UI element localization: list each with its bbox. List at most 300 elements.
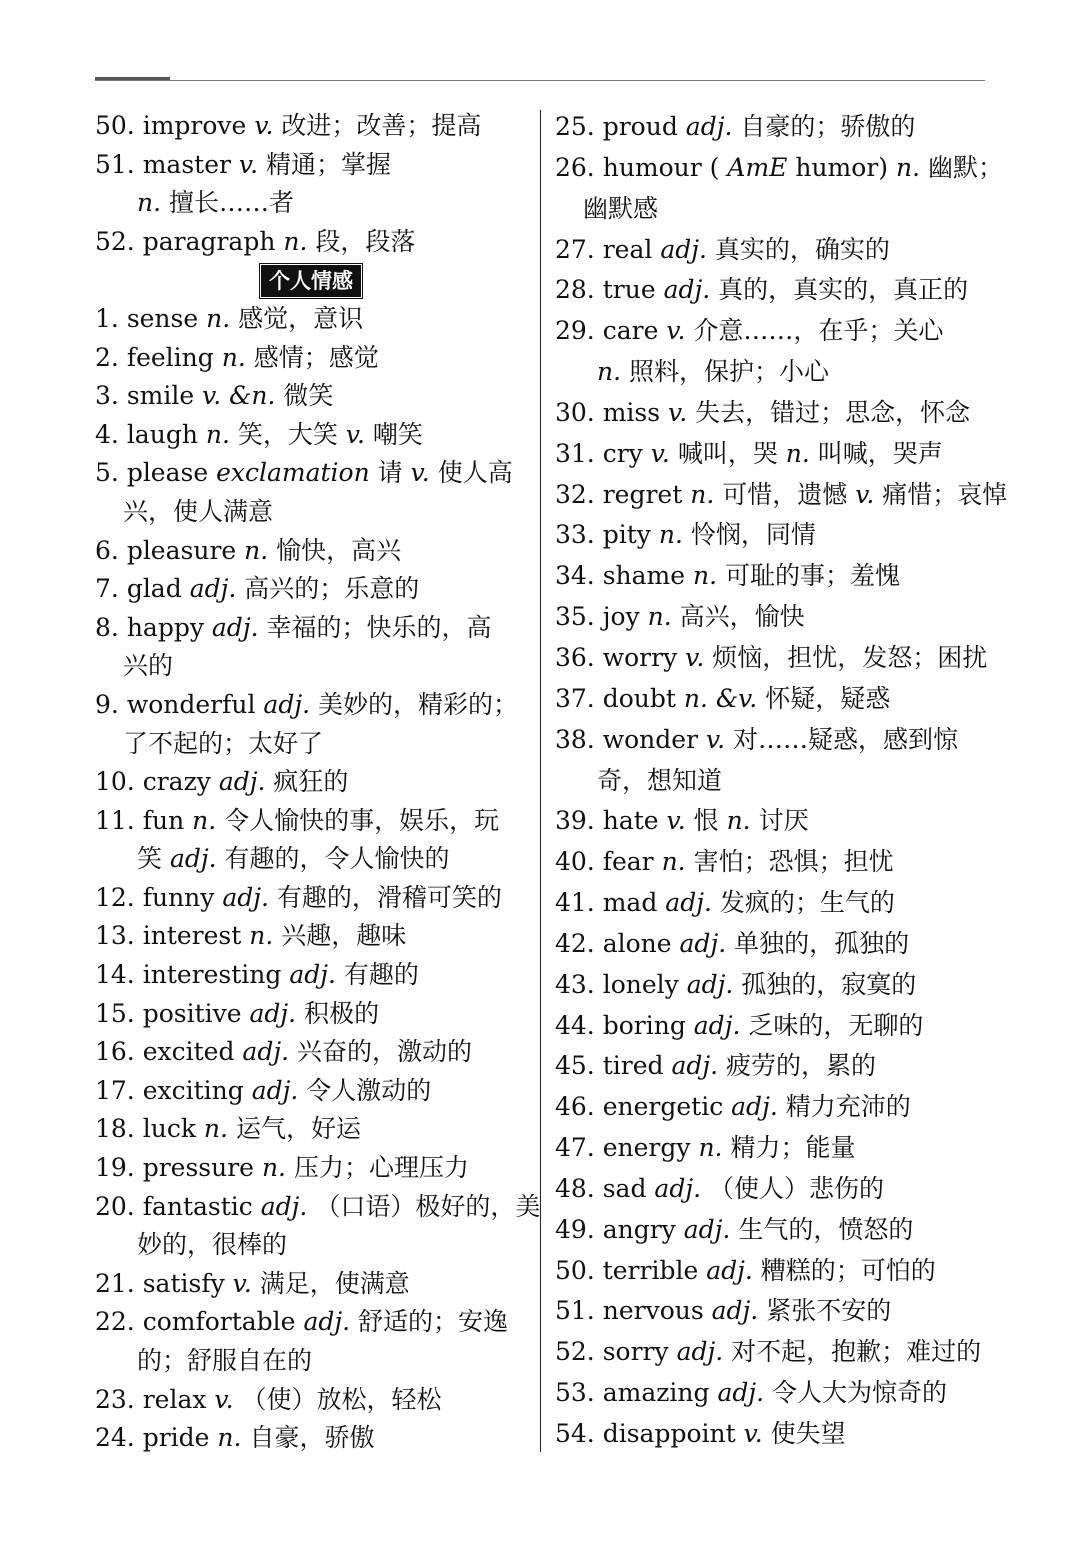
entry-number: 17. [95,1075,135,1105]
vocab-entry [555,1046,987,1087]
entry-word: worry [602,642,678,672]
definition: 自豪的；骄傲的 [740,112,916,141]
part-of-speech: n. [203,1114,228,1144]
vocab-entry [95,1072,527,1111]
entry-number: 49. [555,1214,595,1244]
entry-word: funny [142,882,215,912]
vocab-entry [95,1265,527,1304]
vocab-entry [95,1188,541,1227]
entry-word: positive [142,998,242,1028]
part-of-speech: v. [668,397,688,427]
part-of-speech: n. [217,1423,242,1453]
vocab-entry [555,230,987,271]
part-of-speech: adj. [242,1037,290,1067]
vocab-entry [95,454,527,493]
part-of-speech: n. [221,342,246,372]
definition: 妙的，很棒的 [137,1230,288,1260]
entry-word: laugh [126,419,198,449]
part-of-speech: adj. [693,1010,741,1040]
entry-word: real [602,234,653,264]
part-of-speech: adj. [679,928,727,958]
entry-word: true [602,275,656,305]
part-of-speech: n. [690,479,715,509]
definition: 微笑 [283,381,334,411]
entry-number: 9. [95,689,119,719]
entry-word: please [126,458,209,488]
part-of-speech: v. [666,806,686,836]
part-of-speech: n. [597,357,622,387]
entry-number: 28. [555,275,595,305]
entry-number: 51. [555,1296,595,1326]
vocab-entry [555,1087,987,1128]
definition: 幽默； [928,152,1004,182]
part-of-speech: adj. [189,574,237,604]
entry-number: 12. [95,882,135,912]
part-of-speech: adj. [731,1092,778,1122]
definition: 高兴，愉快 [679,602,805,632]
entry-word: terrible [602,1255,699,1285]
entry-number: 4. [95,419,119,449]
entry-number: 22. [95,1307,135,1337]
vocab-entry [555,1291,987,1332]
entry-number: 50. [555,1255,595,1285]
section-heading: 个人情感 [261,265,361,297]
definition: 压力；心理压力 [293,1153,469,1183]
entry-word: excited [142,1037,235,1067]
definition: 感情；感觉 [253,342,379,372]
definition: 满足，使满意 [259,1268,410,1298]
definition: 喊叫，哭 [677,438,778,468]
part-of-speech: n. [647,602,672,632]
part-of-speech: adj. [665,888,712,918]
part-of-speech: v. [232,1268,252,1298]
entry-word: fantastic [142,1191,253,1221]
vocab-entry [555,1006,987,1047]
part-of-speech: v. [685,642,705,672]
entry-number: 31. [555,438,595,468]
entry-word: relax [142,1384,207,1414]
entry-word: exciting [142,1075,244,1105]
entry-word: glad [126,574,182,604]
definition: 糟糕的；可怕的 [760,1255,936,1285]
definition: 可惜，遗憾 [722,479,848,509]
part-of-speech: n. [283,226,308,256]
definition: 单独的，孤独的 [734,928,910,958]
part-of-speech: adj. [251,1075,299,1105]
entry-word: pleasure [126,535,237,565]
definition: 擅长……者 [169,188,295,218]
entry-number: 33. [555,520,595,550]
vocab-entry [95,956,527,995]
entry-number: 35. [555,602,595,632]
entry-number: 29. [555,316,595,346]
part-of-speech: n. [249,921,274,951]
entry-word: fear [602,847,654,877]
entry-number: 40. [555,847,595,877]
entry-word: improve [142,111,247,140]
part-of-speech: adj. [169,844,217,874]
vocab-entry [555,556,987,597]
definition: 嘲笑 [372,419,423,449]
part-of-speech: n. [785,438,810,468]
entry-number: 15. [95,998,135,1028]
vocab-entry [95,763,527,802]
entry-number: 25. [555,112,595,141]
vocab-entry [95,1149,527,1188]
part-of-speech: adj. [676,1337,724,1367]
part-of-speech: v. [666,316,686,346]
definition: 真的，真实的，真正的 [718,275,969,305]
part-of-speech: n. [205,419,230,449]
entry-number: 30. [555,397,595,427]
entry-number: 24. [95,1423,135,1453]
part-of-speech: adj. [685,112,733,141]
part-of-speech: adj. [717,1378,765,1408]
part-of-speech: adj. [260,1191,308,1221]
entry-word: wonder [602,724,699,754]
entry-number: 26. [555,152,595,182]
part-of-speech: v. [650,438,670,468]
entry-number: 3. [95,381,119,411]
definition: 笑，大笑 [237,419,338,449]
definition: 运气，好运 [235,1114,361,1144]
part-of-speech: adj. [686,969,734,999]
definition: 真实的，确实的 [714,234,890,264]
entry-word: lonely [602,969,679,999]
vocab-entry [555,475,1008,516]
part-of-speech: v. [345,419,365,449]
part-of-speech: n. [137,188,162,218]
entry-number: 21. [95,1268,135,1298]
part-of-speech: n. [661,847,686,877]
vocab-entry [95,1033,527,1072]
entry-word: wonderful [126,689,256,719]
column-divider [540,110,541,1452]
definition: 紧张不安的 [766,1296,892,1326]
vocab-entry [555,1169,987,1210]
definition: 精力；能量 [730,1133,856,1163]
vocab-entry [555,883,987,924]
vocab-entry [95,1381,527,1420]
part-of-speech: adj. [218,767,266,797]
entry-word: shame [602,561,686,591]
entry-word: humor) [795,152,889,182]
entry-number: 46. [555,1092,595,1122]
part-of-speech: adj. [654,1173,702,1203]
part-of-speech: exclamation [216,458,370,488]
definition: 美妙的，精彩的； [317,689,518,719]
part-of-speech: v. [238,149,259,179]
entry-number: 32. [555,479,595,509]
vocab-entry [555,842,987,883]
part-of-speech: n. [658,520,683,550]
entry-continuation [95,725,527,764]
section-heading-row [95,261,527,300]
part-of-speech: n. [244,535,269,565]
vocab-entry [555,1128,987,1169]
entry-word: cry [602,438,643,468]
entry-number: 11. [95,805,135,835]
entry-word: tired [602,1051,664,1081]
part-of-speech: adj. [671,1051,719,1081]
definition: 兴趣，趣味 [281,921,407,951]
entry-number: 23. [95,1384,135,1414]
vocab-entry [555,638,987,679]
part-of-speech: adj. [303,1307,351,1337]
part-of-speech: v. &n. [202,381,276,411]
entry-number: 10. [95,767,135,797]
part-of-speech: n. [192,805,217,835]
entry-number: 19. [95,1153,135,1183]
vocab-entry [95,609,527,648]
vocab-entry [95,879,527,918]
definition: 失去，错过；思念，怀念 [695,397,971,427]
definition: 幸福的；快乐的，高 [266,612,492,642]
entry-number: 51. [95,149,135,179]
entry-continuation [555,189,987,230]
entry-number: 27. [555,234,595,264]
vocab-entry [555,107,987,148]
part-of-speech: n. [726,806,751,836]
entry-number: 14. [95,960,135,990]
definition: 照料，保护；小心 [629,357,830,387]
part-of-speech: adj. [660,234,707,264]
entry-word: comfortable [142,1307,296,1337]
vocab-entry [555,1373,987,1414]
definition: 对不起，抱歉；难过的 [731,1337,982,1367]
entry-continuation [555,352,987,393]
vocab-entry [95,377,527,416]
entry-number: 37. [555,683,595,713]
vocab-entry [95,1419,527,1458]
entry-number: 48. [555,1173,595,1203]
entry-word: nervous [602,1296,704,1326]
definition: 兴的 [123,651,174,681]
entry-number: 36. [555,642,595,672]
entry-number: 44. [555,1010,595,1040]
entry-word: doubt [602,683,676,713]
entry-word: sense [126,303,199,333]
definition: 叫喊，哭声 [817,438,943,468]
definition: 疲劳的，累的 [726,1051,877,1081]
entry-number: 45. [555,1051,595,1081]
vocab-entry [95,802,527,841]
definition: 发疯的；生气的 [719,888,895,918]
entry-number: 54. [555,1419,595,1448]
entry-number: 43. [555,969,595,999]
vocab-entry [95,339,527,378]
entry-continuation [95,840,527,879]
definition: 精力充沛的 [785,1092,911,1122]
entry-number: 50. [95,111,135,140]
entry-word: luck [142,1114,196,1144]
entry-word: mad [602,888,658,918]
definition: 改进；改善；提高 [281,111,482,140]
entry-number: 18. [95,1114,135,1144]
vocab-entry [95,223,527,262]
vocab-entry [95,570,527,609]
vocab-entry [95,686,527,725]
definition: 了不起的；太好了 [123,728,324,758]
entry-word: sad [602,1173,647,1203]
part-of-speech: adj. [211,612,259,642]
part-of-speech: v. [214,1384,234,1414]
part-of-speech: adj. [711,1296,759,1326]
definition: 讨厌 [758,806,809,836]
entry-word: crazy [142,767,211,797]
entry-word: master [142,149,231,179]
part-of-speech: AmE [727,152,788,182]
entry-number: 41. [555,888,595,918]
vocab-entry [555,801,987,842]
vocab-entry [555,924,987,965]
entry-word: interest [142,921,242,951]
part-of-speech: adj. [706,1255,753,1285]
entry-number: 7. [95,574,119,604]
vocab-entry [95,107,527,146]
part-of-speech: adj. [663,275,711,305]
definition: 愉快，高兴 [276,535,402,565]
vocab-entry [555,679,987,720]
entry-word: angry [602,1214,676,1244]
part-of-speech: adj. [289,960,336,990]
definition: 感觉，意识 [238,303,364,333]
vocab-entry [95,1110,527,1149]
part-of-speech: v. [855,479,875,509]
entry-word: energy [602,1133,691,1163]
vocab-entry [555,1251,987,1292]
entry-word: smile [126,381,195,411]
definition: 害怕；恐惧；担忧 [693,847,894,877]
entry-continuation [555,761,987,802]
definition: 兴，使人满意 [123,496,274,526]
part-of-speech: adj. [249,998,297,1028]
part-of-speech: n. [693,561,718,591]
definition: 有趣的，令人愉快的 [224,844,450,874]
top-rule-accent [95,77,170,80]
definition: 段，段落 [315,226,416,256]
vocab-entry [555,965,987,1006]
definition: 疯狂的 [273,767,349,797]
vocab-entry [555,515,987,556]
vocab-entry [555,270,987,311]
entry-continuation [95,647,527,686]
entry-word: feeling [126,342,214,372]
definition: 使失望 [770,1419,846,1448]
part-of-speech: v. [254,111,274,140]
vocab-entry [555,148,1004,189]
part-of-speech: v. [705,724,726,754]
vocab-entry [555,434,987,475]
entry-word: fun [142,805,185,835]
entry-word: pride [142,1423,210,1453]
definition: （使人）悲伤的 [708,1173,884,1203]
entry-number: 39. [555,806,595,836]
entry-word: energetic [602,1092,724,1122]
part-of-speech: n. [261,1153,286,1183]
part-of-speech: adj. [683,1214,731,1244]
entry-continuation [95,493,527,532]
entry-number: 34. [555,561,595,591]
definition: 痛惜；哀悼 [882,479,1008,509]
definition: 自豪，骄傲 [249,1423,375,1453]
definition: 有趣的，滑稽可笑的 [276,882,502,912]
entry-continuation [95,1226,527,1265]
vocab-entry [555,393,987,434]
entry-number: 8. [95,612,119,642]
definition: 烦恼，担忧，发怒；困扰 [712,642,988,672]
entry-word: interesting [142,960,282,990]
entry-continuation [95,184,527,223]
vocab-entry [555,311,987,352]
entry-word: regret [602,479,683,509]
entry-number: 13. [95,921,135,951]
definition: 高兴的；乐意的 [244,574,420,604]
definition: 孤独的，寂寞的 [741,969,917,999]
vocab-entry [95,995,527,1034]
entry-number: 16. [95,1037,135,1067]
vocab-entry [95,416,527,455]
entry-number: 5. [95,458,119,488]
top-rule [95,80,985,81]
entry-word: boring [602,1010,686,1040]
entry-word: pressure [142,1153,254,1183]
part-of-speech: adj. [263,689,311,719]
vocab-entry [95,300,527,339]
definition: 舒适的；安逸 [358,1307,509,1337]
entry-continuation [95,1342,527,1381]
left-column [95,107,541,1458]
entry-word: alone [602,928,672,958]
part-of-speech: v. [410,458,430,488]
definition: 令人大为惊奇的 [772,1378,948,1408]
entry-number: 38. [555,724,595,754]
definition: 精通；掌握 [265,149,391,179]
entry-number: 2. [95,342,119,372]
definition: 乏味的，无聊的 [748,1010,924,1040]
entry-word: happy [126,612,204,642]
definition: 生气的，愤怒的 [738,1214,914,1244]
entry-word: amazing [602,1378,710,1408]
entry-word: joy [602,602,640,632]
definition: 有趣的 [343,960,419,990]
right-column [555,107,1008,1455]
entry-word: proud [602,112,678,141]
entry-word: miss [602,397,661,427]
definition: 怜悯，同情 [690,520,816,550]
definition: 幽默感 [583,193,659,223]
part-of-speech: v. [743,1419,763,1448]
definition: 对……疑惑，感到惊 [733,724,959,754]
entry-word: care [602,316,659,346]
vocab-entry [95,1303,527,1342]
entry-number: 53. [555,1378,595,1408]
definition: 请 [377,458,403,488]
definition: 令人愉快的事，娱乐，玩 [224,805,500,835]
entry-word: hate [602,806,659,836]
vocab-entry [555,597,987,638]
definition: 恨 [693,806,719,836]
entry-number: 52. [555,1337,595,1367]
entry-word: humour ( [602,152,720,182]
vocab-entry [555,720,987,761]
definition: 介意……，在乎；关心 [693,316,944,346]
definition: 怀疑，疑惑 [765,683,891,713]
entry-word: paragraph [142,226,276,256]
entry-word: disappoint [602,1419,736,1448]
definition: 奇，想知道 [597,765,723,795]
definition: 令人激动的 [306,1075,432,1105]
